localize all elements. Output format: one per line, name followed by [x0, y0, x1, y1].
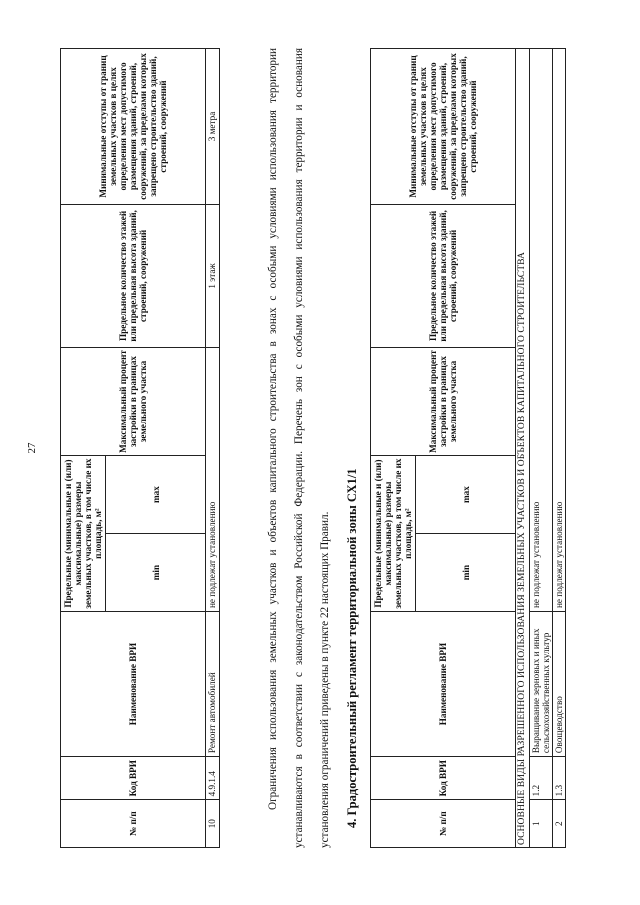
header-setbacks: Минимальные отступы от границ земельных участков в целях определения мест допустимого размещения зданий, строений, сооружений, за пределами которых запрещено строительство зданий, строений, сооружений	[371, 49, 516, 205]
page-number: 27	[26, 442, 38, 454]
header-min: min	[106, 534, 206, 612]
table-row	[529, 49, 552, 848]
section-title: 4. Градостроительный регламент территориальной зоны СХ1/1	[345, 468, 359, 828]
table-vri-2	[370, 48, 566, 848]
header-min: min	[416, 534, 516, 612]
header-floors: Предельное количество этажей или предельная высота зданий, строений, сооружений	[61, 204, 206, 347]
header-code: Код ВРИ	[61, 757, 206, 800]
cell-num: 2	[553, 800, 566, 848]
table-vri-1	[60, 48, 220, 848]
cell-code: 1.3	[553, 757, 566, 800]
cell-floors: 1 этаж	[206, 204, 219, 347]
header-built-pct: Максимальный процент застройки в границах земельного участка	[61, 347, 206, 455]
cell-name: Выращивание зерновых и иных сельскохозяйственных культур	[529, 612, 552, 757]
header-plot-size: Предельные (минимальные и (или) максимальные) размеры земельных участков, в том числе их площадь, м²	[61, 456, 106, 612]
cell-code: 4.9.1.4	[206, 757, 219, 800]
cell-num: 10	[206, 800, 219, 848]
header-max: max	[106, 456, 206, 534]
header-name: Наименование ВРИ	[371, 612, 516, 757]
cell-name: Овощеводство	[553, 612, 566, 757]
cell-size: не подлежат установлению	[529, 49, 552, 612]
header-built-pct: Максимальный процент застройки в границах земельного участка	[371, 347, 516, 455]
header-max: max	[416, 456, 516, 534]
header-floors: Предельное количество этажей или предельная высота зданий, строений, сооружений	[371, 204, 516, 347]
restrictions-paragraph: Ограничения использования земельных участков и объектов капитального строительства в зонах с особыми условиями использования территории устанавливаются в соответствии с законодательством Российской Федерации. Перечень зон с особыми условиями использования территории и основания установления ограничений приведены в пункте 22 настоящих Правил.	[267, 48, 331, 848]
table-row	[553, 49, 566, 848]
cell-size: не подлежат установлению	[553, 49, 566, 612]
header-name: Наименование ВРИ	[61, 612, 206, 757]
cell-num: 1	[529, 800, 552, 848]
header-num: № п/п	[371, 800, 516, 848]
header-plot-size: Предельные (минимальные и (или) максимальные) размеры земельных участков, в том числе их площадь, м²	[371, 456, 416, 612]
table-row	[206, 49, 219, 848]
rotated-content	[60, 48, 580, 848]
group-row-main-uses: ОСНОВНЫЕ ВИДЫ РАЗРЕШЕННОГО ИСПОЛЬЗОВАНИЯ ЗЕМЕЛЬНЫХ УЧАСТКОВ И ОБЪЕКТОВ КАПИТАЛЬНОГО СТРОИТЕЛЬСТВА	[516, 49, 530, 848]
header-setbacks: Минимальные отступы от границ земельных участков в целях определения мест допустимого размещения зданий, строений, сооружений, за пределами которых запрещено строительство зданий, строений, сооружений	[61, 49, 206, 205]
cell-size: не подлежат установлению	[206, 347, 219, 611]
cell-setback: 3 метра	[206, 49, 219, 205]
header-num: № п/п	[61, 800, 206, 848]
header-code: Код ВРИ	[371, 757, 516, 800]
cell-code: 1.2	[529, 757, 552, 800]
cell-name: Ремонт автомобилей	[206, 612, 219, 757]
